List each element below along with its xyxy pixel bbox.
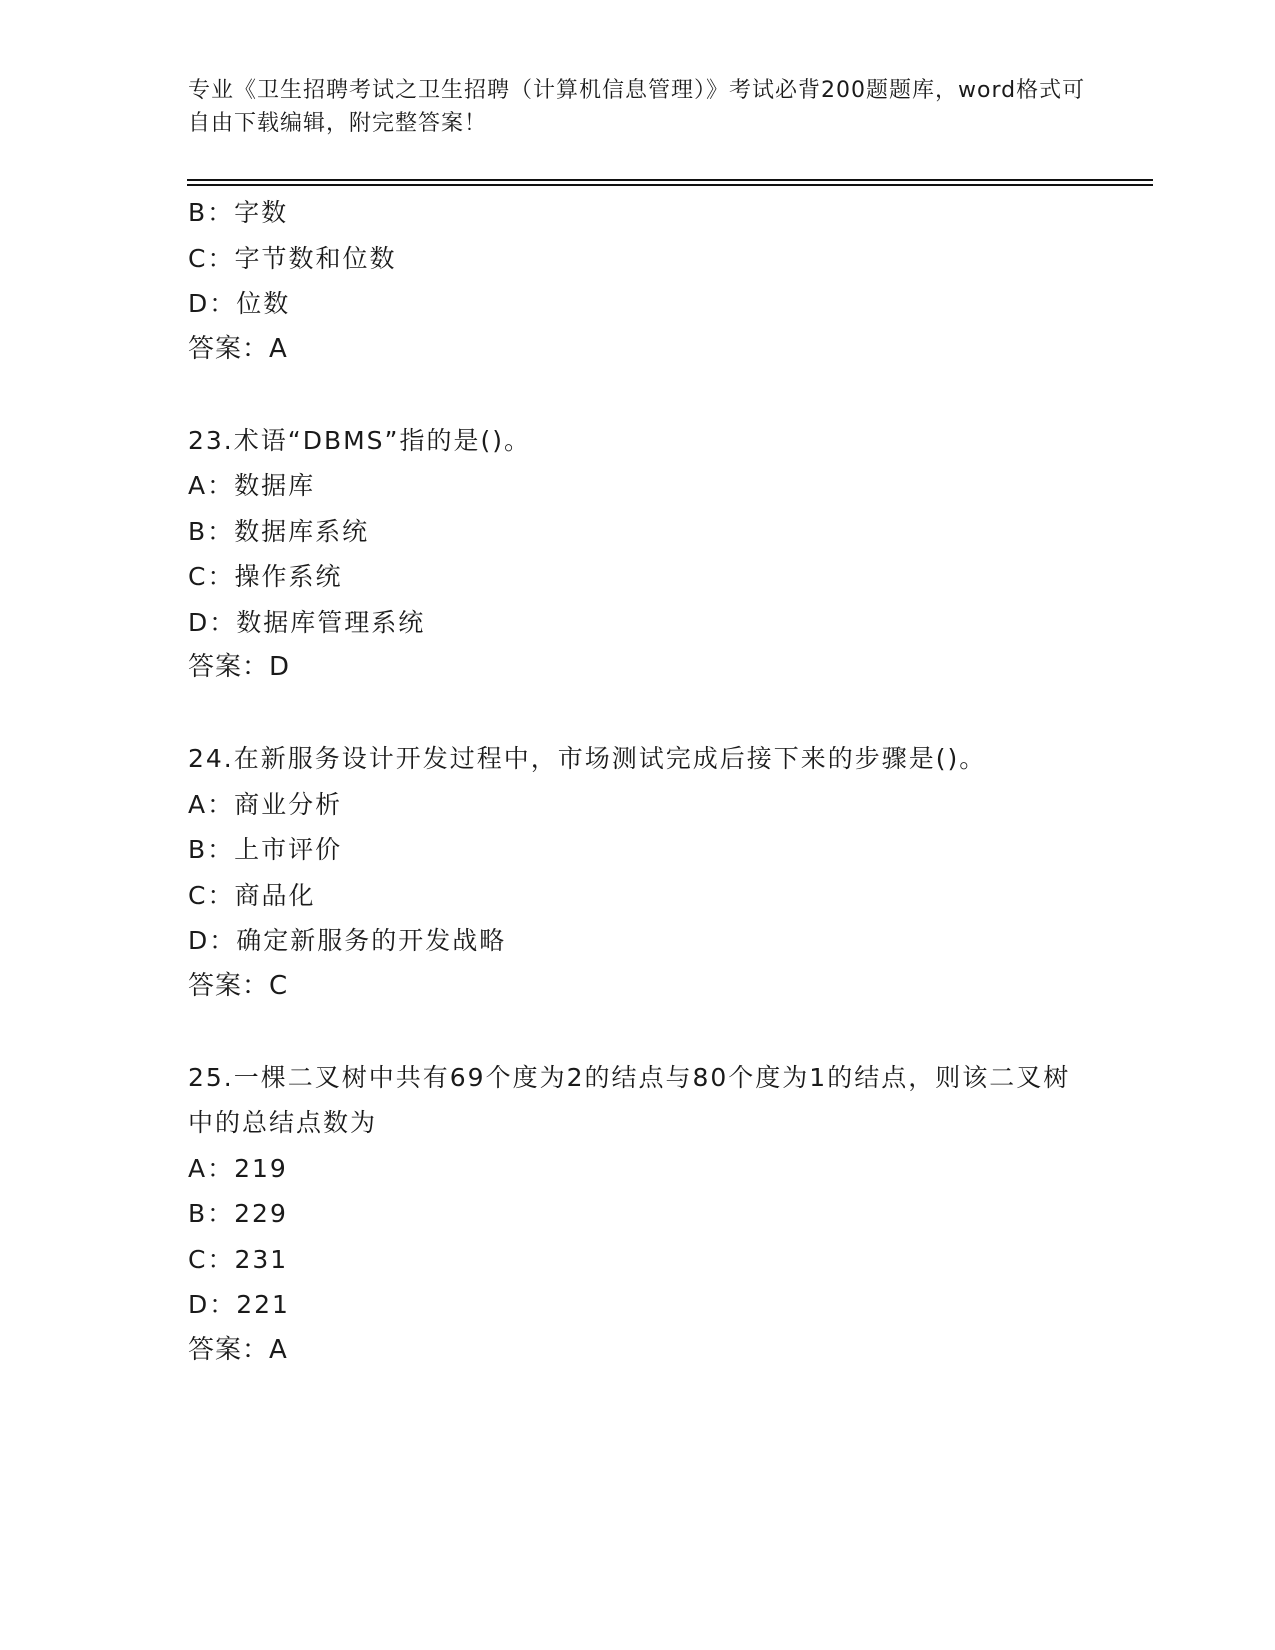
option-a: A：219 <box>188 1153 288 1183</box>
answer-label: 答案：A <box>188 1334 288 1365</box>
document-header: 专业《卫生招聘考试之卫生招聘（计算机信息管理）》考试必背200题题库，word格式可自由下载编辑，附完整答案！ <box>188 78 1086 136</box>
answer-label: 答案：D <box>188 652 291 682</box>
answer-label: 答案：A <box>188 333 288 364</box>
spacer <box>188 372 1088 418</box>
option-d: D：确定新服务的开发战略 <box>188 926 507 955</box>
option-b: B：229 <box>188 1199 288 1228</box>
question-25 <box>188 1055 1088 1374</box>
question-22-fragment <box>188 190 1088 372</box>
question-text: 23.术语“DBMS”指的是()。 <box>188 425 532 455</box>
option-c: C：操作系统 <box>188 562 343 591</box>
option-a: A：商业分析 <box>188 789 343 819</box>
question-list <box>188 190 1088 1373</box>
question-24 <box>188 736 1088 1009</box>
option-b: B：数据库系统 <box>188 516 370 546</box>
option-c: C：字节数和位数 <box>188 243 397 273</box>
question-text: 25.一棵二叉树中共有69个度为2的结点与80个度为1的结点，则该二叉树中的总结点数为 <box>188 1062 1071 1137</box>
question-text: 24.在新服务设计开发过程中，市场测试完成后接下来的步骤是()。 <box>188 744 987 773</box>
option-c: C：231 <box>188 1244 289 1274</box>
answer-label: 答案：C <box>188 970 289 1001</box>
spacer <box>188 691 1088 737</box>
question-23 <box>188 418 1088 691</box>
option-d: D：数据库管理系统 <box>188 607 426 637</box>
option-a: A：数据库 <box>188 471 316 500</box>
option-d: D：221 <box>188 1290 290 1319</box>
header-divider-top <box>187 179 1153 181</box>
spacer <box>188 1009 1088 1055</box>
option-b: B：上市评价 <box>188 835 343 864</box>
option-b: B：字数 <box>188 198 289 227</box>
header-divider-bottom <box>187 184 1153 186</box>
option-c: C：商品化 <box>188 880 316 910</box>
option-d: D：位数 <box>188 289 291 318</box>
